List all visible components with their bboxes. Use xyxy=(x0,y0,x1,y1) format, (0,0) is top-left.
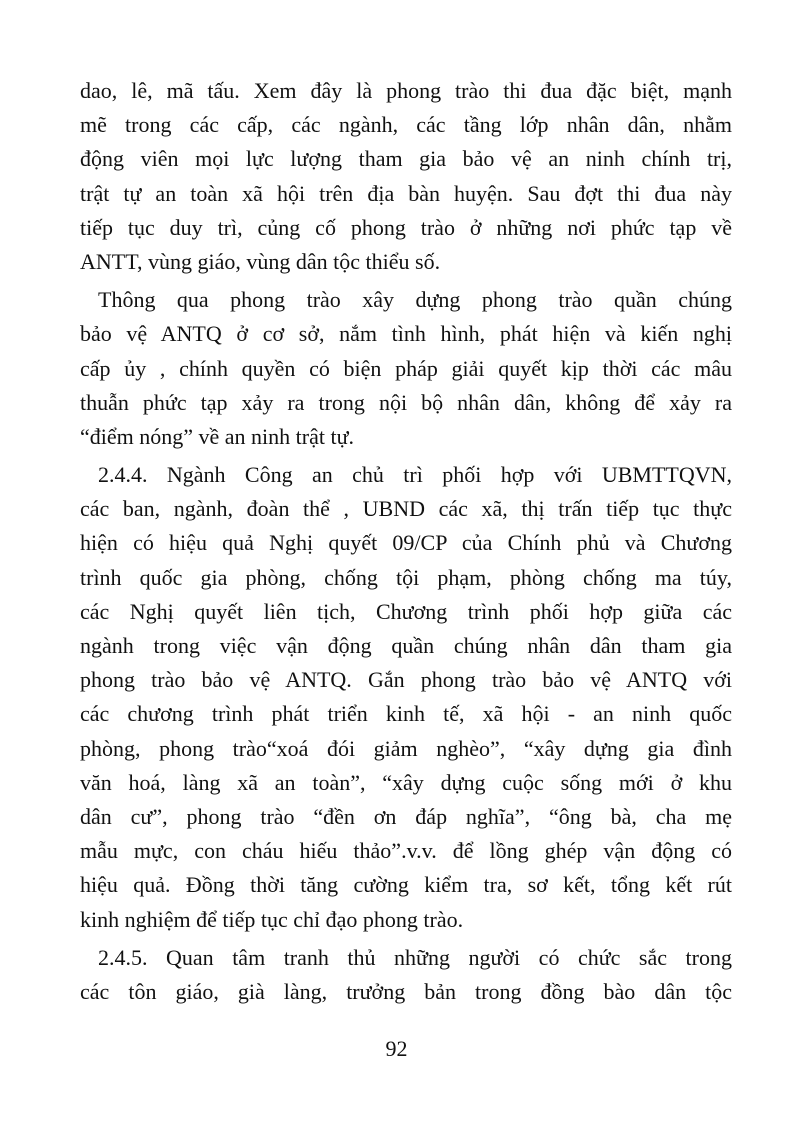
text-line: kinh nghiệm để tiếp tục chỉ đạo phong trào. xyxy=(80,906,464,932)
text-line: phòng, phong trào“xoá đói giảm nghèo”, “xây dựng gia đình xyxy=(80,735,732,761)
text-line: cấp ủy , chính quyền có biện pháp giải quyết kịp thời các mâu xyxy=(80,355,732,381)
paragraph-2-4-4 xyxy=(80,458,732,937)
text-line: hiệu quả. Đồng thời tăng cường kiểm tra, sơ kết, tổng kết rút xyxy=(80,872,732,898)
text-line: ANTT, vùng giáo, vùng dân tộc thiểu số. xyxy=(80,248,441,274)
text-line: văn hoá, làng xã an toàn”, “xây dựng cuộc sống mới ở khu xyxy=(80,769,732,795)
text-line: các tôn giáo, già làng, trưởng bản trong đồng bào dân tộc xyxy=(80,978,732,1004)
paragraph-2-4-5 xyxy=(80,941,732,1009)
text-line: “điểm nóng” về an ninh trật tự. xyxy=(80,423,355,449)
text-line: Thông qua phong trào xây dựng phong trào quần chúng xyxy=(98,287,732,313)
paragraph-2 xyxy=(80,283,732,454)
text-line: phong trào bảo vệ ANTQ. Gắn phong trào bảo vệ ANTQ với xyxy=(80,667,732,693)
page-number: 92 xyxy=(385,1036,408,1061)
text-line: tiếp tục duy trì, củng cố phong trào ở những nơi phức tạp về xyxy=(80,214,732,240)
text-line: các chương trình phát triển kinh tế, xã hội - an ninh quốc xyxy=(80,701,732,727)
text-line: 2.4.4. Ngành Công an chủ trì phối hợp với UBMTTQVN, xyxy=(98,462,732,488)
text-line: ngành trong việc vận động quần chúng nhân dân tham gia xyxy=(80,633,732,658)
text-line: mẫu mực, con cháu hiếu thảo”.v.v. để lồng ghép vận động có xyxy=(80,838,732,864)
text-line: dao, lê, mã tấu. Xem đây là phong trào thi đua đặc biệt, mạnh xyxy=(80,78,732,103)
text-line: các Nghị quyết liên tịch, Chương trình phối hợp giữa các xyxy=(80,598,732,624)
text-line: dân cư”, phong trào “đền ơn đáp nghĩa”, “ông bà, cha mẹ xyxy=(80,803,732,829)
page-body xyxy=(80,74,732,1013)
text-line: 2.4.5. Quan tâm tranh thủ những người có chức sắc trong xyxy=(98,944,732,970)
text-line: bảo vệ ANTQ ở cơ sở, nắm tình hình, phát hiện và kiến nghị xyxy=(80,321,732,347)
text-line: trình quốc gia phòng, chống tội phạm, phòng chống ma túy, xyxy=(80,564,732,590)
paragraph-1 xyxy=(80,74,732,279)
text-line: các ban, ngành, đoàn thể , UBND các xã, thị trấn tiếp tục thực xyxy=(80,496,732,522)
text-line: hiện có hiệu quả Nghị quyết 09/CP của Chính phủ và Chương xyxy=(80,530,732,556)
text-line: động viên mọi lực lượng tham gia bảo vệ an ninh chính trị, xyxy=(80,146,732,172)
text-line: thuẫn phức tạp xảy ra trong nội bộ nhân dân, không để xảy ra xyxy=(80,389,732,415)
text-line: trật tự an toàn xã hội trên địa bàn huyện. Sau đợt thi đua này xyxy=(80,180,732,206)
text-line: mẽ trong các cấp, các ngành, các tầng lớp nhân dân, nhằm xyxy=(80,112,732,138)
